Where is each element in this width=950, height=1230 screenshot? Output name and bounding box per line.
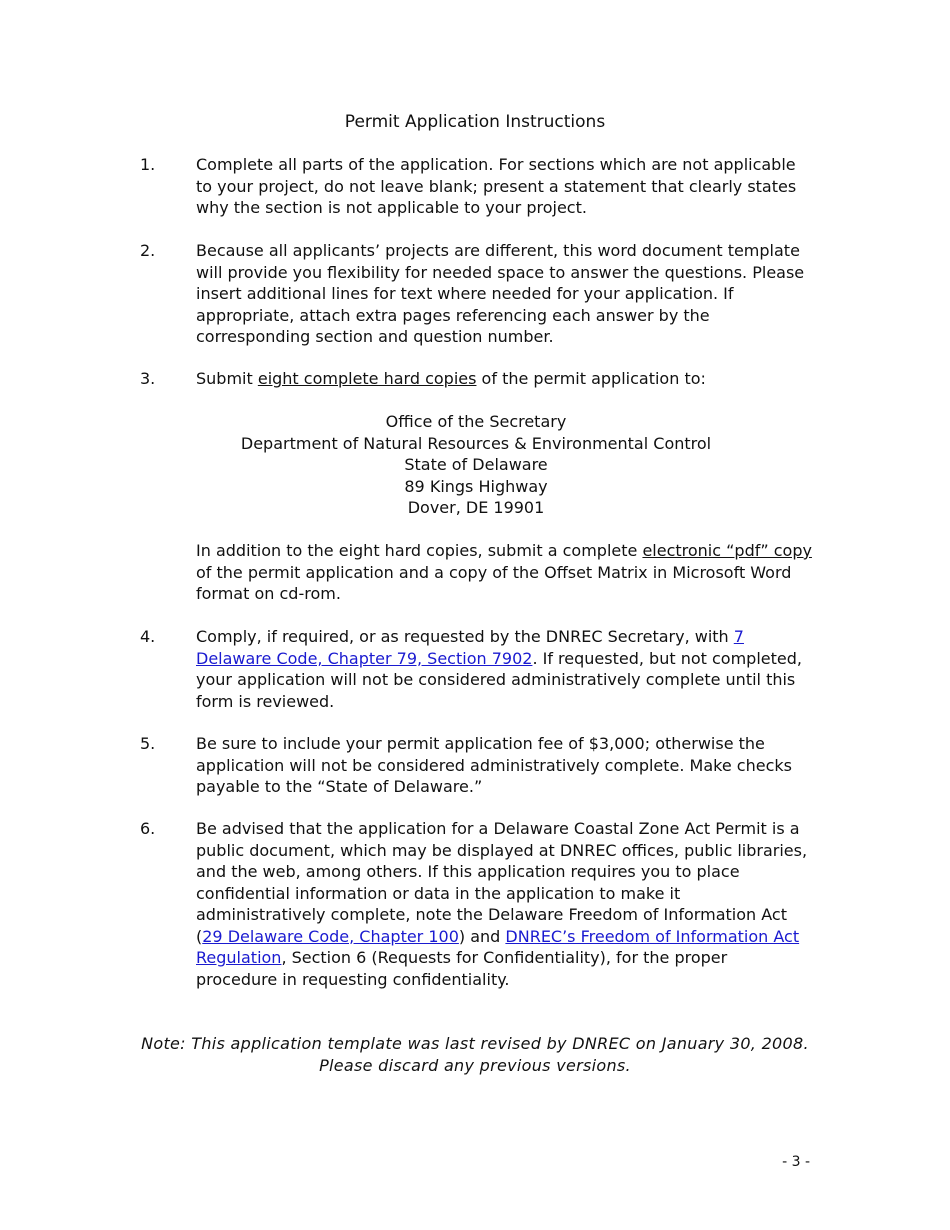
page-number: - 3 - — [782, 1154, 810, 1170]
underlined-emphasis: electronic “pdf” copy — [642, 541, 812, 560]
item-text-post: , Section 6 (Requests for Confidentiality), for the proper procedure in requesting confidentiality. — [196, 948, 728, 989]
item-text-pre: Comply, if required, or as requested by the DNREC Secretary, with — [196, 627, 734, 646]
item-number: 2. — [140, 241, 156, 260]
item-number: 5. — [140, 734, 156, 753]
item-text — [196, 626, 812, 712]
delaware-code-chapter-100-link[interactable]: 29 Delaware Code, Chapter 100 — [202, 926, 459, 946]
item-text — [196, 818, 812, 990]
item-text-post: of the permit application to: — [476, 369, 706, 388]
paragraph-pre: In addition to the eight hard copies, submit a complete — [196, 541, 643, 560]
address-line: State of Delaware — [404, 455, 548, 474]
instruction-item-5 — [140, 733, 812, 798]
item-text — [196, 368, 812, 390]
instruction-item-2 — [140, 240, 812, 348]
delaware-code-7902-link[interactable]: 7 Delaware Code, Chapter 79, Section 7902 — [196, 627, 744, 668]
item-text: Be sure to include your permit application fee of $3,000; otherwise the application will not be considered administratively complete. Make checks payable to the “State of Delaware.” — [196, 734, 792, 796]
revision-note: Note: This application template was last revised by DNREC on January 30, 2008. Please discard any previous versions. — [141, 1034, 809, 1075]
item-number: 3. — [140, 369, 156, 388]
item-text-pre: Submit — [196, 369, 258, 388]
instruction-item-4 — [140, 626, 812, 712]
instruction-item-1 — [140, 154, 812, 219]
paragraph-post: of the permit application and a copy of the Offset Matrix in Microsoft Word format on cd-rom. — [196, 562, 792, 603]
item-number: 6. — [140, 819, 156, 838]
instruction-item-6 — [140, 818, 812, 990]
foia-regulation-link[interactable]: DNREC’s Freedom of Information Act Regulation — [196, 926, 800, 967]
address-line: Department of Natural Resources & Environmental Control — [240, 433, 712, 453]
address-line: Dover, DE 19901 — [407, 498, 545, 517]
item-text: Because all applicants’ projects are different, this word document template will provide you flexibility for needed space to answer the questions. Please insert additional lines for text where needed for your application. If appropriate, attach extra pages referencing each answer by the corresponding section and question number. — [196, 241, 805, 346]
item-text-mid: ) and — [458, 926, 506, 946]
address-line: 89 Kings Highway — [404, 476, 548, 496]
underlined-emphasis: eight complete hard copies — [257, 369, 477, 388]
item-text-pre: Be advised that the application for a Delaware Coastal Zone Act Permit is a public document, which may be displayed at DNREC offices, public libraries, and the web, among others. If this application requires you to place confidential information or data in the application to make it administratively complete, note the Delaware Freedom of Information Act ( — [196, 819, 808, 946]
electronic-copy-paragraph — [196, 540, 812, 605]
item-number: 1. — [140, 155, 156, 174]
page-title: Permit Application Instructions — [344, 112, 606, 132]
item-text-post: . If requested, but not completed, your application will not be considered administratively complete until this form is reviewed. — [196, 648, 802, 711]
address-line: Office of the Secretary — [385, 412, 567, 431]
item-number: 4. — [140, 627, 156, 646]
item-text: Complete all parts of the application. For sections which are not applicable to your project, do not leave blank; present a statement that clearly states why the section is not applicable to your project. — [196, 155, 797, 217]
instruction-item-3 — [140, 368, 812, 390]
mailing-address — [196, 411, 756, 519]
